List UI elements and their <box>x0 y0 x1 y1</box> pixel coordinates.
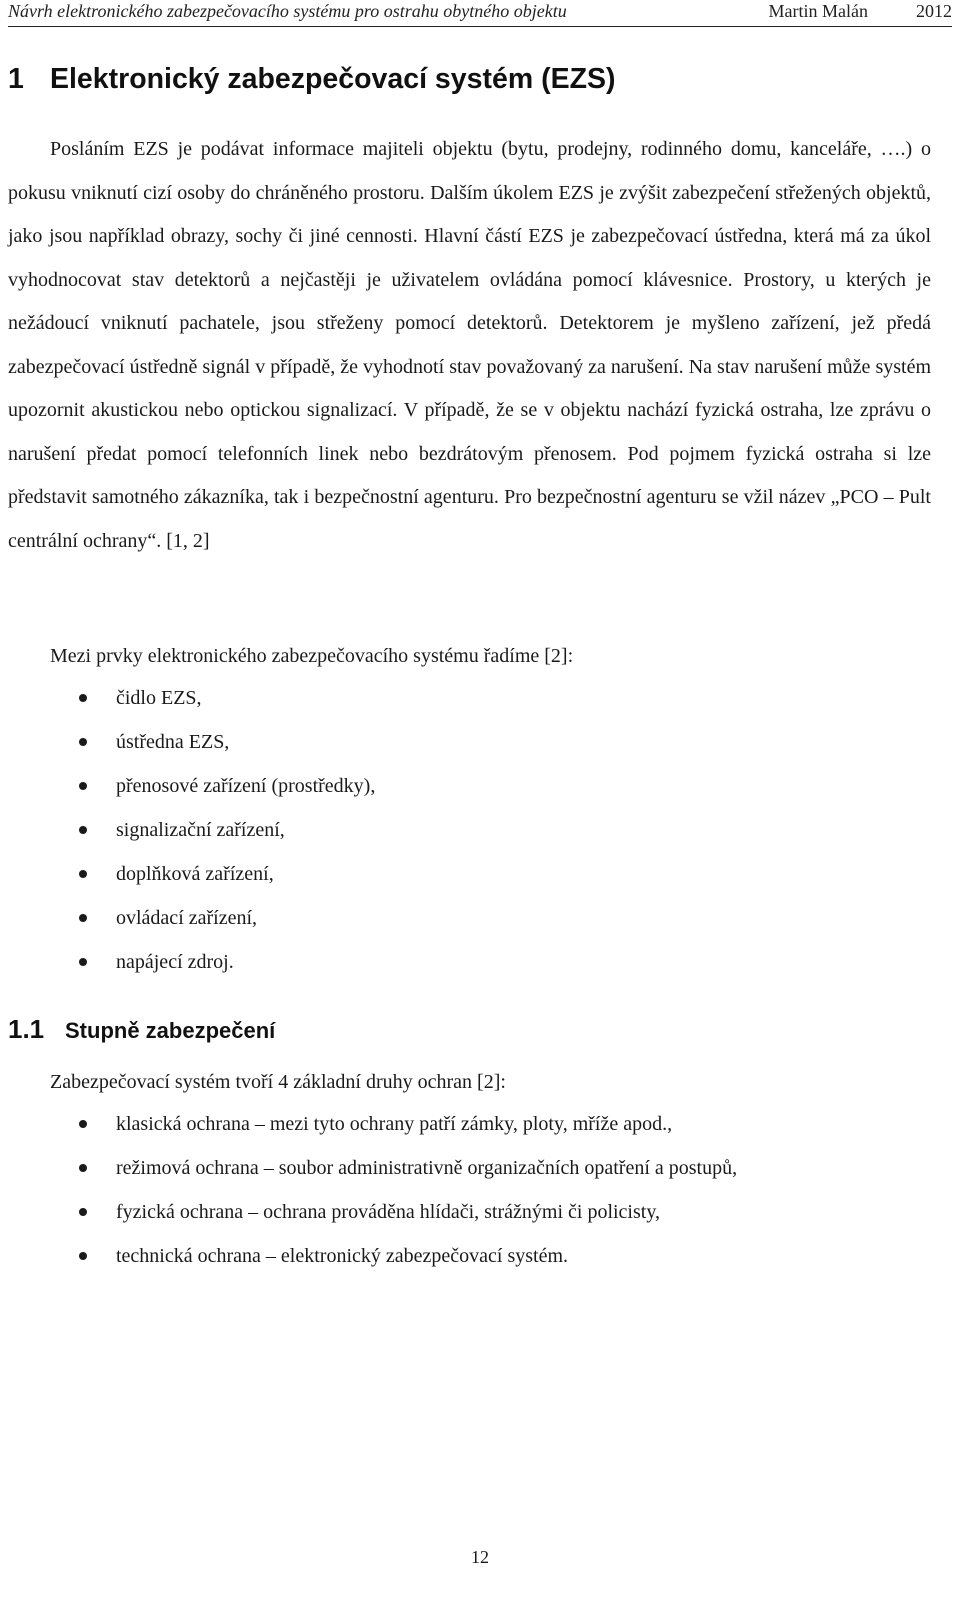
list-item: klasická ochrana – mezi tyto ochrany patří zámky, ploty, mříže apod., <box>0 1110 737 1154</box>
section-intro: Zabezpečovací systém tvoří 4 základní druhy ochran [2]: <box>50 1071 506 1093</box>
header-year: 2012 <box>916 1 952 21</box>
bullet-icon <box>79 738 87 746</box>
header-author: Martin Malán <box>768 1 868 21</box>
list-item: čidlo EZS, <box>0 684 375 728</box>
bullet-icon <box>79 958 87 966</box>
list-item: signalizační zařízení, <box>0 816 375 860</box>
list-item: ovládací zařízení, <box>0 904 375 948</box>
protection-types-list <box>0 1110 737 1286</box>
bullet-icon <box>79 1252 87 1260</box>
page-number: 12 <box>471 1547 489 1567</box>
components-list <box>0 684 375 992</box>
list-item: fyzická ochrana – ochrana prováděna hlídači, strážnými či policisty, <box>0 1198 737 1242</box>
bullet-icon <box>79 694 87 702</box>
bullet-icon <box>79 870 87 878</box>
bullet-icon <box>79 826 87 834</box>
list-item: režimová ochrana – soubor administrativně organizačních opatření a postupů, <box>0 1154 737 1198</box>
bullet-icon <box>79 1120 87 1128</box>
components-intro: Mezi prvky elektronického zabezpečovacího systému řadíme [2]: <box>50 645 574 667</box>
chapter-heading <box>8 63 616 96</box>
chapter-title: Elektronický zabezpečovací systém (EZS) <box>50 63 616 95</box>
chapter-number: 1 <box>8 63 24 95</box>
section-heading <box>8 1014 275 1045</box>
bullet-icon <box>79 1208 87 1216</box>
bullet-icon <box>79 782 87 790</box>
bullet-icon <box>79 914 87 922</box>
bullet-icon <box>79 1164 87 1172</box>
header-document-title: Návrh elektronického zabezpečovacího systému pro ostrahu obytného objektu <box>8 1 567 21</box>
list-item: technická ochrana – elektronický zabezpečovací systém. <box>0 1242 737 1286</box>
section-number: 1.1 <box>8 1014 45 1044</box>
list-item: napájecí zdroj. <box>0 948 375 992</box>
running-header <box>8 0 952 27</box>
list-item: doplňková zařízení, <box>0 860 375 904</box>
list-item: přenosové zařízení (prostředky), <box>0 772 375 816</box>
list-item: ústředna EZS, <box>0 728 375 772</box>
body-paragraph: Posláním EZS je podávat informace majiteli objektu (bytu, prodejny, rodinného domu, kanceláře, ….) o pokusu vniknutí cizí osoby do chráněného prostoru. Dalším úkolem EZS je zvýšit zabezpečení střežených objektů, jako jsou například obrazy, sochy či jiné cennosti. Hlavní částí EZS je zabezpečovací ústředna, která má za úkol vyhodnocovat stav detektorů a nejčastěji je uživatelem ovládána pomocí klávesnice. Prostory, u kterých je nežádoucí vniknutí pachatele, jsou střeženy pomocí detektorů. Detektorem je myšleno zařízení, jež předá zabezpečovací ústředně signál v případě, že vyhodnotí stav považovaný za narušení. Na stav narušení může systém upozornit akustickou nebo optickou signalizací. V případě, že se v objektu nachází fyzická ostraha, lze zprávu o narušení předat pomocí telefonních linek nebo bezdrátovým přenosem. Pod pojmem fyzická ostraha si lze představit samotného zákazníka, tak i bezpečnostní agenturu. Pro bezpečnostní agenturu se vžil název „PCO – Pult centrální ochrany“. [1, 2] <box>8 138 931 552</box>
section-title: Stupně zabezpečení <box>65 1018 276 1043</box>
